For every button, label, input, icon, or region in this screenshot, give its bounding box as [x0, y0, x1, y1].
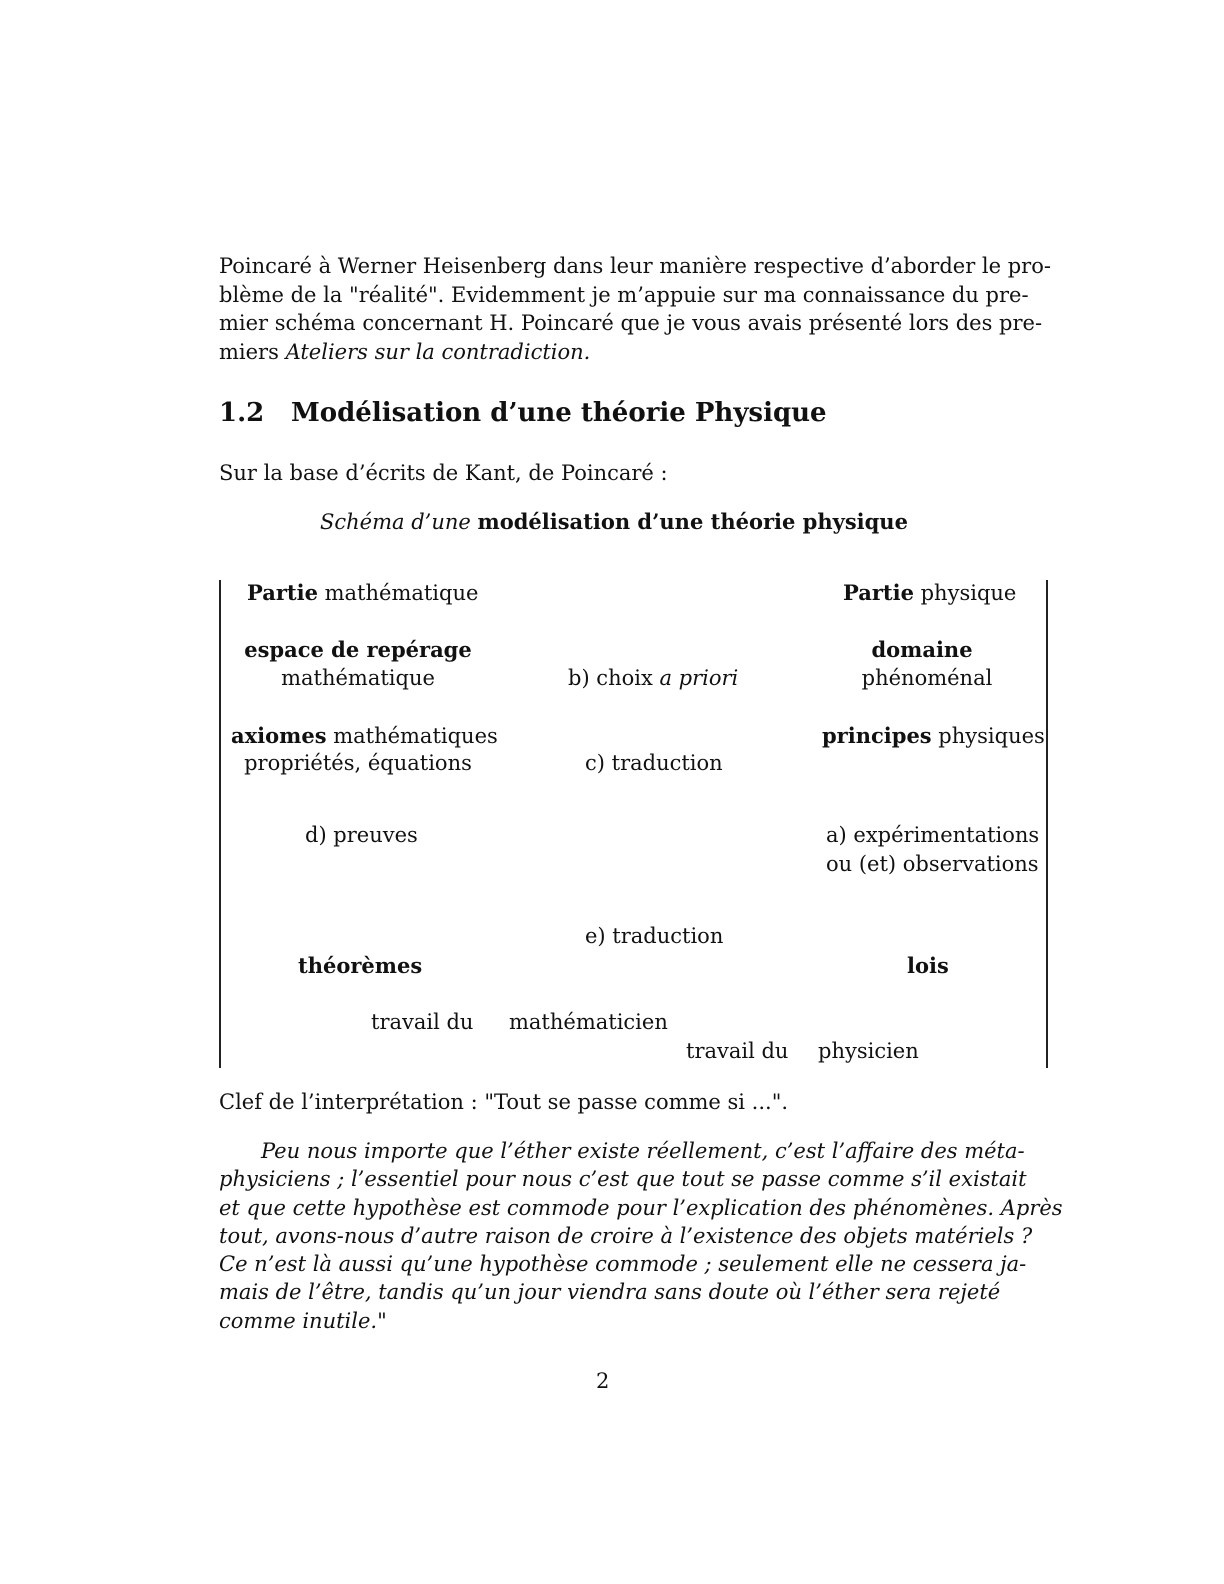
principes-label: [822, 723, 1045, 748]
right-header-bold: Partie: [843, 580, 914, 605]
axiomes-label: [231, 723, 498, 748]
diagram-right-border: [1046, 580, 1048, 1068]
espace-sublabel: mathématique: [281, 666, 435, 690]
section-number: 1.2: [219, 398, 265, 428]
proprietes-label: propriétés, équations: [244, 751, 472, 775]
traduction-e-label: e) traduction: [585, 924, 724, 948]
diagram-left-border: [219, 580, 221, 1068]
quote-line: et que cette hypothèse est commode pour l’explication des phénomènes. Après: [219, 1195, 1063, 1220]
intro-last-prefix: miers: [219, 339, 286, 364]
quote-paragraph: [219, 1137, 1063, 1335]
travail-du-phys: travail du: [686, 1039, 789, 1063]
mathematicien-label: mathématicien: [509, 1010, 668, 1034]
left-header-bold: Partie: [247, 580, 318, 605]
schema-title: [320, 509, 908, 534]
basis-text: Sur la base d’écrits de Kant, de Poincaré :: [219, 461, 668, 485]
axiomes-rest: mathématiques: [326, 724, 498, 748]
domaine-label: domaine: [871, 637, 973, 662]
experimentations-label: a) expérimentations: [826, 823, 1040, 847]
left-column-header: [247, 580, 478, 605]
traduction-c-label: c) traduction: [585, 751, 723, 775]
quote-line: tout, avons-nous d’autre raison de croire à l’existence des objets matériels ?: [219, 1223, 1033, 1248]
theoremes-label: théorèmes: [298, 953, 423, 978]
left-header-rest: mathématique: [317, 581, 479, 605]
physicien-label: physicien: [818, 1039, 919, 1063]
quote-line: Ce n’est là aussi qu’une hypothèse commode ; seulement elle ne cessera ja-: [219, 1252, 1027, 1277]
intro-line: blème de la "réalité". Evidemment je m’appuie sur ma connaissance du pre-: [219, 282, 1029, 307]
choix-prefix: b) choix: [568, 666, 660, 690]
section-title: Modélisation d’une théorie Physique: [291, 398, 827, 428]
quote-line: mais de l’être, tandis qu’un jour viendra sans doute où l’éther sera rejeté: [219, 1280, 1001, 1305]
espace-label: espace de repérage: [244, 637, 472, 662]
domaine-sublabel: phénoménal: [861, 666, 993, 690]
schema-title-bold: modélisation d’une théorie physique: [477, 509, 908, 534]
right-column-header: [843, 580, 1016, 605]
right-header-rest: physique: [913, 581, 1017, 605]
intro-line: mier schéma concernant H. Poincaré que je vous avais présenté lors des pre-: [219, 311, 1043, 335]
quote-line: Peu nous importe que l’éther existe réellement, c’est l’affaire des méta-: [261, 1139, 1025, 1163]
principes-bold: principes: [822, 723, 932, 748]
choix-label: [568, 666, 738, 690]
preuves-label: d) preuves: [305, 823, 418, 847]
travail-du-math: travail du: [371, 1010, 474, 1034]
intro-italic-title: Ateliers sur la contradiction.: [285, 339, 591, 364]
page-number: 2: [596, 1369, 610, 1393]
quote-line: physiciens ; l’essentiel pour nous c’est que tout se passe comme s’il existait: [219, 1167, 1027, 1192]
intro-paragraph: [219, 252, 1051, 366]
section-heading: [219, 398, 827, 428]
clef-text: Clef de l’interprétation : "Tout se passe comme si ...".: [219, 1090, 789, 1114]
intro-last-line: [219, 338, 989, 367]
axiomes-bold: axiomes: [231, 723, 327, 748]
choix-italic: a priori: [659, 666, 739, 690]
quote-last-line: comme inutile.": [219, 1308, 387, 1333]
schema-title-italic: Schéma d’une: [320, 510, 471, 534]
observations-label: ou (et) observations: [826, 852, 1039, 876]
lois-label: lois: [907, 953, 949, 978]
principes-rest: physiques: [931, 724, 1045, 748]
intro-line: Poincaré à Werner Heisenberg dans leur manière respective d’aborder le pro-: [219, 254, 1051, 278]
